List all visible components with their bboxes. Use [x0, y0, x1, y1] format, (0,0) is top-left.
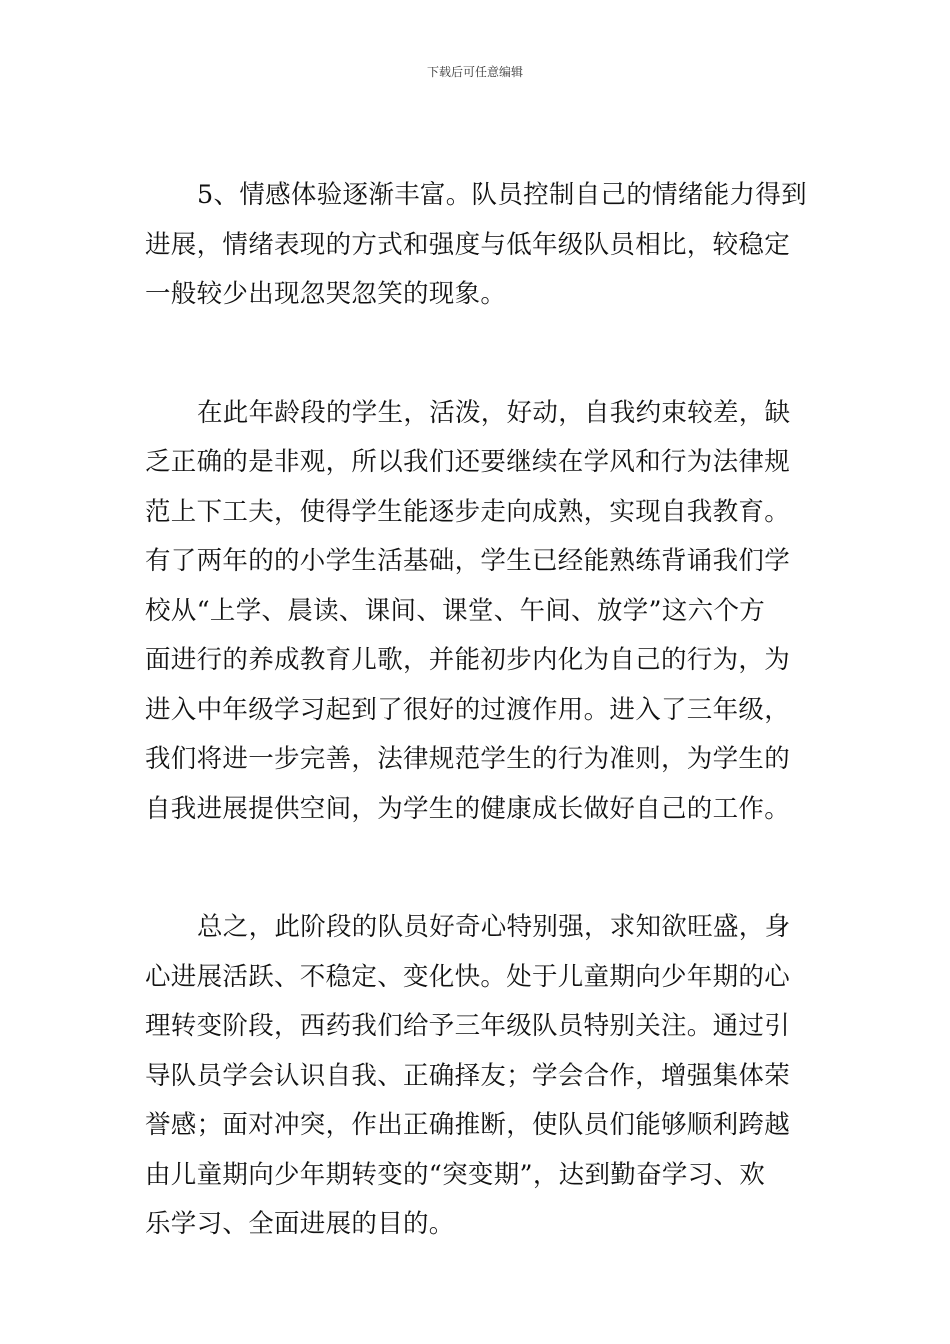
text-line: 进展，情绪表现的方式和强度与低年级队员相比，较稳定 — [145, 229, 791, 260]
text-line: 校从“上学、晨读、课间、课堂、午间、放学”这六个方 — [145, 595, 766, 626]
text-line: 心进展活跃、不稳定、变化快。处于儿童期向少年期的心 — [145, 961, 791, 992]
text-line: 有了两年的的小学生活基础，学生已经能熟练背诵我们学 — [145, 546, 791, 576]
paragraph-3 — [145, 903, 809, 1250]
text-line: 理转变阶段，西药我们给予三年级队员特别关注。通过引 — [145, 1011, 791, 1041]
paragraph-1 — [145, 171, 809, 320]
text-line: 自我进展提供空间，为学生的健康成长做好自己的工作。 — [145, 793, 791, 824]
text-line: 进入中年级学习起到了很好的过渡作用。进入了三年级， — [145, 694, 791, 725]
text-line: 乏正确的是非观，所以我们还要继续在学风和行为法律规 — [145, 447, 791, 477]
text-line: 乐学习、全面进展的目的。 — [145, 1209, 455, 1239]
text-line: 由儿童期向少年期转变的“突变期”，达到勤奋学习、欢 — [145, 1159, 766, 1190]
text-line: 5、情感体验逐渐丰富。队员控制自己的情绪能力得到 — [197, 180, 807, 210]
document-body — [145, 171, 809, 1250]
paragraph-2 — [145, 389, 809, 835]
text-line: 面进行的养成教育儿歌，并能初步内化为自己的行为，为 — [145, 645, 791, 675]
text-line: 导队员学会认识自我、正确择友；学会合作，增强集体荣 — [145, 1060, 791, 1091]
text-line: 我们将进一步完善，法律规范学生的行为准则，为学生的 — [145, 744, 791, 774]
text-line: 一般较少出现忽哭忽笑的现象。 — [145, 279, 507, 309]
page-header: 下载后可任意编辑 — [426, 65, 523, 79]
text-line: 范上下工夫，使得学生能逐步走向成熟，实现自我教育。 — [145, 496, 791, 527]
text-line: 誉感；面对冲突，作出正确推断，使队员们能够顺利跨越 — [145, 1110, 791, 1140]
text-line: 在此年龄段的学生，活泼，好动，自我约束较差，缺 — [197, 397, 791, 428]
text-line: 总之，此阶段的队员好奇心特别强，求知欲旺盛，身 — [197, 912, 791, 942]
